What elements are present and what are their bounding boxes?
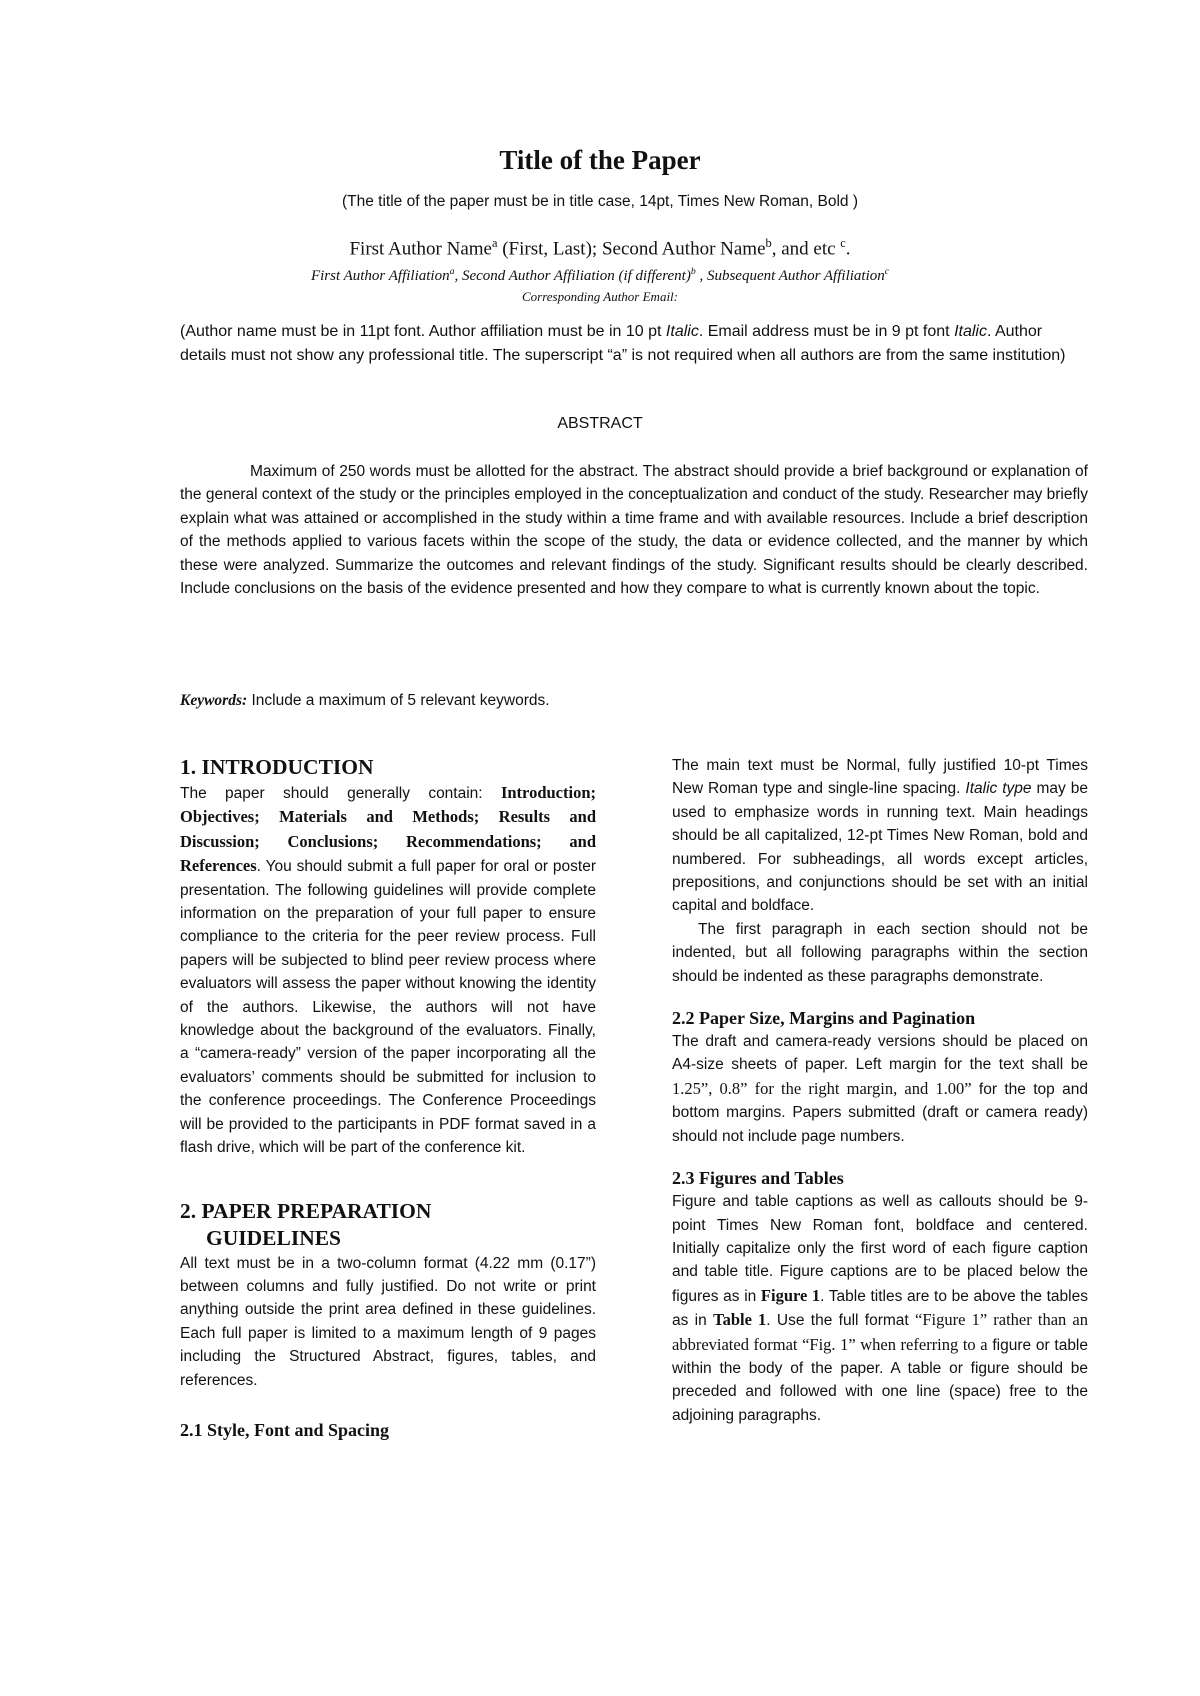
author-format-note: (Author name must be in 11pt font. Author affiliation must be in 10 pt Italic. Email address must be in 9 pt font Italic. Author details must not show any professional title. The superscript “a” is not required when all authors are from the same institution): [180, 323, 1066, 364]
subheading-figures-tables: 2.3 Figures and Tables: [672, 1168, 844, 1189]
section-heading-introduction: 1. INTRODUCTION: [180, 755, 374, 779]
style-paragraph: The main text must be Normal, fully justified 10-pt Times New Roman type and single-line spacing. Italic type may be used to emphasize words in running text. Main headings should be all capitalized, 12-pt Times New Roman, bold and numbered. For subheadings, all words except articles, prepositions, and conjunctions should be set with an initial capital and boldface.: [672, 757, 1089, 915]
keywords-line: Keywords: Include a maximum of 5 relevant keywords.: [180, 692, 550, 709]
subheading-paper-size: 2.2 Paper Size, Margins and Pagination: [672, 1008, 976, 1029]
paper-preparation-paragraph: All text must be in a two-column format (4.22 mm (0.17”) between columns and fully justified. Do not write or print anything outside the print area defined in these guidelines. Each full paper is limited to a maximum length of 9 pages including the Structured Abstract, figures, tables, and references.: [180, 1254, 596, 1389]
abstract-heading: ABSTRACT: [557, 415, 643, 432]
introduction-paragraph: The paper should generally contain: Introduction; Objectives; Materials and Methods; Results and Discussion; Conclusions; Recommendations; and References. You should submit a full paper for oral or poster presentation. The following guidelines will provide complete information on the preparation of your full paper to ensure compliance to the criteria for the peer review process. Full papers will be subjected to blind peer review process where evaluators will assess the paper without knowing the identity of the authors. Likewise, the authors will not have knowledge about the background of the evaluators. Finally, a “camera-ready” version of the paper incorporating all the evaluators’ comments should be submitted for inclusion to the conference proceedings. The Conference Proceedings will be provided to the participants in PDF format saved in a flash drive, which will be part of the conference kit.: [180, 783, 596, 1157]
paper-size-paragraph: The draft and camera-ready versions should be placed on A4-size sheets of paper. Left margin for the text shall be 1.25”, 0.8” for the right margin, and 1.00” for the top and bottom margins. Papers submitted (draft or camera ready) should not include page numbers.: [672, 1033, 1088, 1145]
figures-tables-paragraph: Figure and table captions as well as callouts should be 9-point Times New Roman font, boldface and centered. Initially capitalize only the first word of each figure caption and table title. Figure captions are to be placed below the figures as in Figure 1. Table titles are to be above the tables as in Table 1. Use the full format “Figure 1” rather than an abbreviated format “Fig. 1” when referring to a figure or table within the body of the paper. A table or figure should be preceded and followed with one line (space) free to the adjoining paragraphs.: [672, 1193, 1088, 1424]
subheading-style-font-spacing: 2.1 Style, Font and Spacing: [180, 1419, 390, 1440]
affiliation-line: First Author Affiliation$^a$, Second Author Affiliation (if different)$^b$ , Subsequent Author Affiliation$^c$: [310, 266, 890, 284]
paper-title: Title of the Paper: [499, 145, 701, 175]
title-note: (The title of the paper must be in title case, 14pt, Times New Roman, Bold ): [341, 193, 859, 210]
left-column: [180, 754, 596, 1442]
right-column: [672, 754, 1088, 1427]
abstract-body: Maximum of 250 words must be allotted for the abstract. The abstract should provide a brief background or explanation of the general context of the study or the principles employed in the conceptualization and conduct of the study. Researcher may briefly explain what was attained or accomplished in the study within a time frame and with available resources. Include a brief description of the methods applied to various facets within the scope of the study, the data or evidence collected, and the manner by which these were analyzed. Summarize the outcomes and relevant findings of the study. Significant results should be clearly described. Include conclusions on the basis of the evidence presented and how they compare to what is currently known about the topic.: [180, 463, 1088, 598]
keywords-label: Keywords:: [180, 692, 248, 709]
indentation-paragraph: The first paragraph in each section should not be indented, but all following paragraphs within the section should be indented as these paragraphs demonstrate.: [672, 920, 1088, 985]
section-heading-paper-preparation: 2. PAPER PREPARATION GUIDELINES: [180, 1198, 432, 1250]
author-line: First Author Name$^a$ (First, Last); Second Author Name$^b$, and etc $^c$.: [349, 236, 851, 260]
corresponding-author-email: Corresponding Author Email:: [521, 289, 678, 304]
